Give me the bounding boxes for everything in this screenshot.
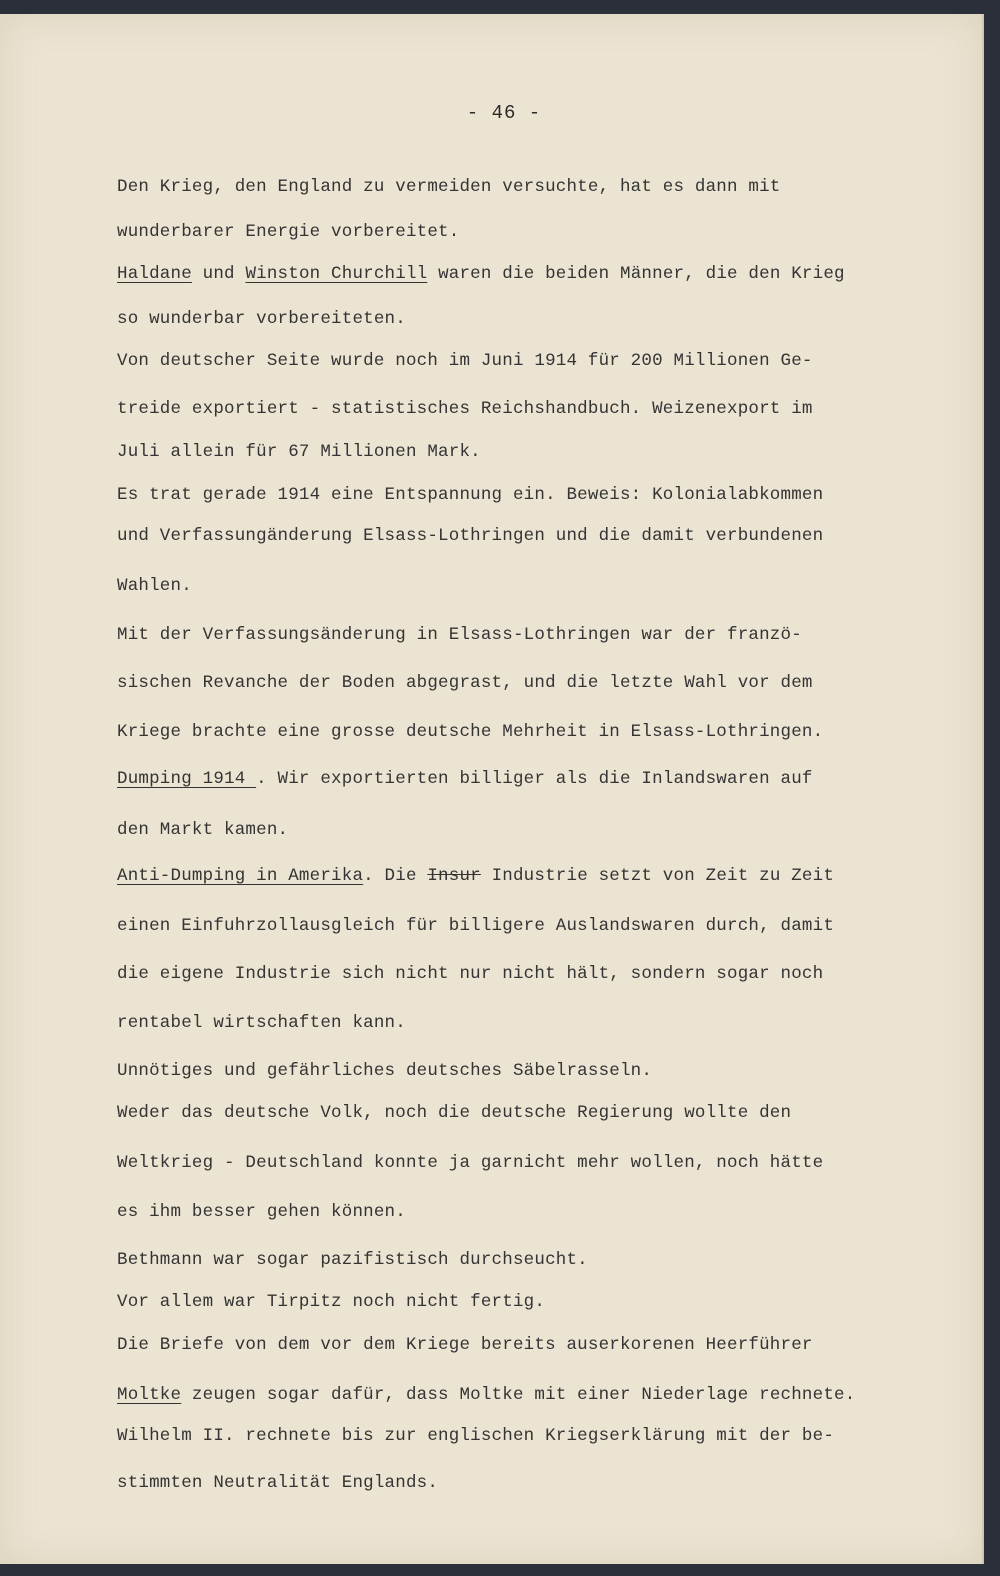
text-line [117, 1103, 791, 1123]
text-line [117, 722, 823, 742]
text-line [117, 625, 802, 645]
text-segment: waren die beiden Männer, die den Krieg [427, 264, 845, 284]
text-segment: Weltkrieg - Deutschland konnte ja garnicht mehr wollen, noch hätte [117, 1153, 824, 1173]
text-segment: stimmten Neutralität Englands. [117, 1473, 439, 1493]
text-segment: Weder das deutsche Volk, noch die deutsche Regierung wollte den [117, 1103, 792, 1123]
text-segment: Die Briefe von dem vor dem Kriege bereits auserkorenen Heerführer [117, 1335, 813, 1355]
text-segment: Industrie setzt von Zeit zu Zeit [480, 866, 835, 886]
text-line [117, 485, 823, 505]
text-segment: wunderbarer Energie vorbereitet. [117, 222, 460, 242]
text-line [117, 399, 813, 419]
text-line [117, 1335, 813, 1355]
text-line [117, 964, 823, 984]
text-segment: sischen Revanche der Boden abgegrast, und die letzte Wahl vor dem [117, 673, 813, 693]
struck-text: Insur [427, 866, 481, 886]
text-segment: Wahlen. [117, 576, 192, 596]
text-line [117, 1061, 652, 1081]
text-segment: Es trat gerade 1914 eine Entspannung ein. Beweis: Kolonialabkommen [117, 485, 824, 505]
text-segment: Mit der Verfassungsänderung in Elsass-Lothringen war der franzö- [117, 625, 802, 645]
text-line [117, 1202, 406, 1222]
text-segment: es ihm besser gehen können. [117, 1202, 406, 1222]
text-segment: einen Einfuhrzollausgleich für billigere Auslandswaren durch, damit [117, 916, 835, 936]
text-segment: Vor allem war Tirpitz noch nicht fertig. [117, 1292, 546, 1312]
underlined-text: Dumping 1914 [117, 769, 257, 789]
text-line [117, 1292, 545, 1312]
text-line [117, 177, 781, 197]
text-line [117, 576, 192, 596]
text-segment: Den Krieg, den England zu vermeiden versuchte, hat es dann mit [117, 177, 781, 197]
text-line [117, 866, 834, 886]
text-line [117, 1250, 588, 1270]
text-line [117, 769, 813, 789]
text-segment: Von deutscher Seite wurde noch im Juni 1914 für 200 Millionen Ge- [117, 351, 813, 371]
text-segment: Wilhelm II. rechnete bis zur englischen Kriegserklärung mit der be- [117, 1426, 835, 1446]
text-segment: und Verfassungänderung Elsass-Lothringen und die damit verbundenen [117, 526, 824, 546]
text-line [117, 1473, 438, 1493]
text-segment: Juli allein für 67 Millionen Mark. [117, 442, 481, 462]
text-line [117, 222, 459, 242]
text-line [117, 1426, 834, 1446]
text-segment: so wunderbar vorbereiteten. [117, 309, 406, 329]
text-line [117, 673, 813, 693]
text-line [117, 820, 288, 840]
underlined-text: Haldane [117, 264, 192, 284]
text-line [117, 351, 813, 371]
text-segment: Unnötiges und gefährliches deutsches Säbelrasseln. [117, 1061, 653, 1081]
text-line [117, 1153, 823, 1173]
text-line [117, 1385, 855, 1405]
text-line [117, 264, 845, 284]
text-segment: Bethmann war sogar pazifistisch durchseucht. [117, 1250, 588, 1270]
underlined-text: Moltke [117, 1385, 182, 1405]
text-segment: Kriege brachte eine grosse deutsche Mehrheit in Elsass-Lothringen. [117, 722, 824, 742]
page-number: - 46 - [466, 102, 542, 124]
document-page [0, 14, 984, 1564]
text-segment: und [191, 264, 246, 284]
text-segment: treide exportiert - statistisches Reichshandbuch. Weizenexport im [117, 399, 813, 419]
text-line [117, 442, 481, 462]
text-segment: zeugen sogar dafür, dass Moltke mit einer Niederlage rechnete. [181, 1385, 856, 1405]
text-segment: rentabel wirtschaften kann. [117, 1013, 406, 1033]
underlined-text: Anti-Dumping in Amerika [117, 866, 364, 886]
text-segment: . Die [363, 866, 428, 886]
text-segment: den Markt kamen. [117, 820, 289, 840]
text-line [117, 309, 406, 329]
text-line [117, 1013, 406, 1033]
text-segment: . Wir exportierten billiger als die Inlandswaren auf [256, 769, 813, 789]
underlined-text: Winston Churchill [245, 264, 428, 284]
text-line [117, 526, 823, 546]
text-segment: die eigene Industrie sich nicht nur nicht hält, sondern sogar noch [117, 964, 824, 984]
text-line [117, 916, 834, 936]
